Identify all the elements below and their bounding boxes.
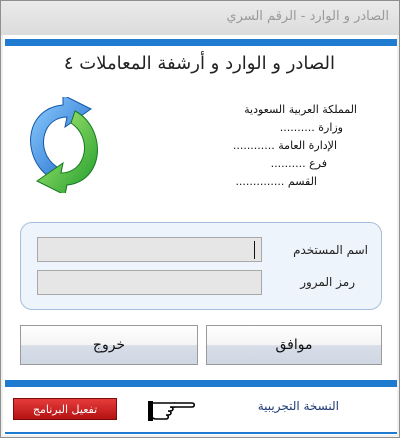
- ministry-line-admin: الإدارة العامة ............: [232, 139, 337, 152]
- window-title: الصادر و الوارد - الرقم السري: [226, 9, 389, 24]
- bottom-accent-bar: [5, 380, 397, 387]
- pointing-hand-icon: [148, 395, 196, 421]
- client-area: [3, 35, 397, 435]
- trial-version-label: النسخة التجريبية: [257, 399, 339, 413]
- footer-accent-line: [5, 432, 397, 434]
- username-field[interactable]: [37, 237, 262, 262]
- top-accent-bar: [5, 39, 397, 46]
- password-label: رمز المرور: [300, 275, 355, 289]
- title-bar[interactable]: [1, 1, 399, 35]
- ministry-line-branch: فرع ..........: [270, 157, 327, 170]
- text-caret: [254, 241, 255, 259]
- ok-button[interactable]: موافق: [206, 325, 382, 365]
- refresh-arrows-icon: [19, 97, 109, 193]
- login-panel: [20, 222, 382, 310]
- ministry-info: [157, 101, 357, 191]
- username-label: اسم المستخدم: [293, 243, 368, 257]
- ministry-line-country: المملكة العربية السعودية: [244, 103, 357, 116]
- app-title: الصادر و الوارد و أرشفة المعاملات ٤: [63, 53, 335, 74]
- exit-button[interactable]: خروج: [20, 325, 198, 365]
- activate-program-button[interactable]: تفعيل البرنامج: [13, 398, 117, 420]
- ministry-line-section: القسم ..............: [235, 175, 317, 188]
- password-field[interactable]: [37, 270, 262, 295]
- ministry-line-ministry: وزارة ..........: [279, 121, 343, 134]
